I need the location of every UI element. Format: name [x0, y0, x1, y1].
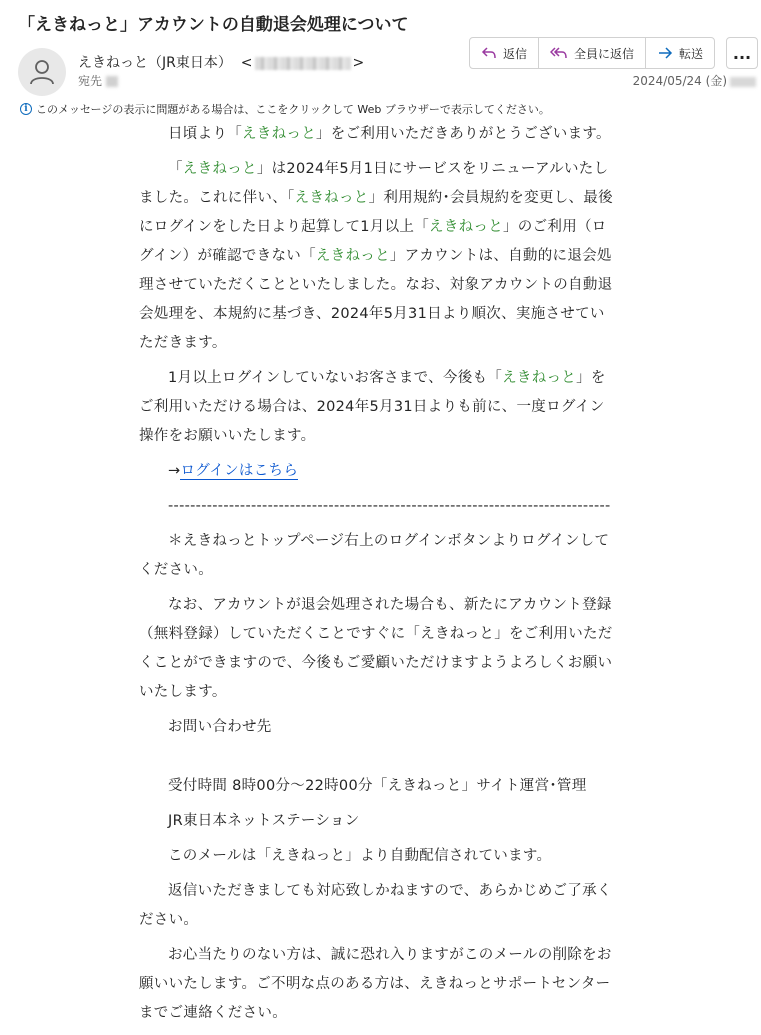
brand-highlight: えきねっと: [429, 219, 503, 235]
paragraph-org: JR東日本ネットステーション: [168, 813, 360, 829]
reply-all-button[interactable]: [539, 38, 646, 68]
sender-avatar[interactable]: [18, 48, 66, 96]
reply-all-icon: [550, 46, 568, 60]
login-link-line: [139, 457, 619, 486]
recipient-line: [78, 72, 118, 89]
paragraph-no-reply: 返信いただきましても対応致しかねますので、あらかじめご了承ください。: [139, 883, 612, 928]
message-body: [139, 120, 619, 1034]
arrow-icon: →: [168, 463, 181, 479]
brand-highlight: えきねっと: [315, 248, 390, 264]
paragraph-renewal: 「えきねっと」は2024年5月1日にサービスをリニューアルいたしました。これに伴い、「えきねっと」利用規約･会員規約を変更し、最後にログインをした日より起算して1月以上「えきねっと」のご利用（ログイン）が確認できない「えきねっと」アカウントは、自動的に退会処理させていただくことといたしました。なお、対象アカウントの自動退会処理を、本規約に基づき、2024年5月31日より順次、実施させていただきます。: [139, 161, 613, 351]
paragraph-login-note: ＊えきねっとトップページ右上のログインボタンよりログインしてください。: [139, 533, 610, 578]
email-subject: 「えきねっと」アカウントの自動退会処理について: [18, 15, 409, 35]
more-actions-button[interactable]: ...: [726, 37, 758, 69]
brand-highlight: えきねっと: [294, 190, 369, 206]
forward-icon: [657, 46, 673, 60]
brand-highlight: えきねっと: [182, 161, 257, 177]
sender-email-close: >: [352, 55, 365, 71]
paragraph-login-request: 1月以上ログインしていないお客さまで、今後も「えきねっと」をご利用いただける場合は、2024年5月31日よりも前に、一度ログイン操作をお願いいたします。: [139, 370, 606, 444]
separator-line: --------------------------------------------------------------------------------: [168, 498, 611, 514]
brand-highlight: えきねっと: [242, 126, 316, 142]
recipient-redacted: [106, 76, 118, 87]
reply-all-label: 全員に返信: [574, 46, 635, 61]
paragraph-contact-heading: お問い合わせ先: [168, 719, 272, 735]
sender-email-redacted: [255, 57, 351, 70]
date-text: 2024/05/24 (金): [632, 74, 727, 88]
forward-label: 転送: [679, 46, 704, 61]
info-icon: i: [20, 103, 32, 115]
message-date: [633, 72, 756, 89]
forward-button[interactable]: [646, 38, 714, 68]
brand-highlight: えきねっと: [502, 370, 577, 386]
time-redacted: [730, 77, 756, 87]
paragraph-re-register: なお、アカウントが退会処理された場合も、新たにアカウント登録（無料登録）していただくことですぐに「えきねっと」をご利用いただくことができますので、今後もご愛顧いただけますようよろしくお願いいたします。: [139, 597, 613, 700]
paragraph-delete-request: お心当たりのない方は、誠に恐れ入りますがこのメールの削除をお願いいたします。ご不明な点のある方は、えきねっとサポートセンターまでご連絡ください。: [139, 947, 612, 1021]
person-icon: [28, 58, 56, 86]
login-link[interactable]: ログインはこちら: [180, 463, 299, 479]
message-actions: [469, 37, 715, 69]
paragraph-hours: 受付時間 8時00分～22時00分「えきねっと」サイト運営･管理: [168, 778, 587, 794]
view-in-browser-notice[interactable]: [20, 101, 550, 117]
reply-label: 返信: [503, 46, 528, 61]
paragraph-greeting: 日頃より「えきねっと」をご利用いただきありがとうございます。: [168, 126, 611, 142]
sender-line[interactable]: [78, 52, 364, 72]
reply-button[interactable]: [470, 38, 539, 68]
to-label: 宛先: [78, 74, 103, 88]
sender-name: えきねっと（JR東日本）: [78, 55, 232, 71]
paragraph-auto-mail: このメールは「えきねっと」より自動配信されています。: [168, 848, 552, 864]
infobar-text: このメッセージの表示に問題がある場合は、ここをクリックして Web ブラウザーで表示してください。: [36, 103, 550, 116]
sender-email-open: <: [240, 55, 253, 71]
reply-icon: [481, 46, 497, 60]
